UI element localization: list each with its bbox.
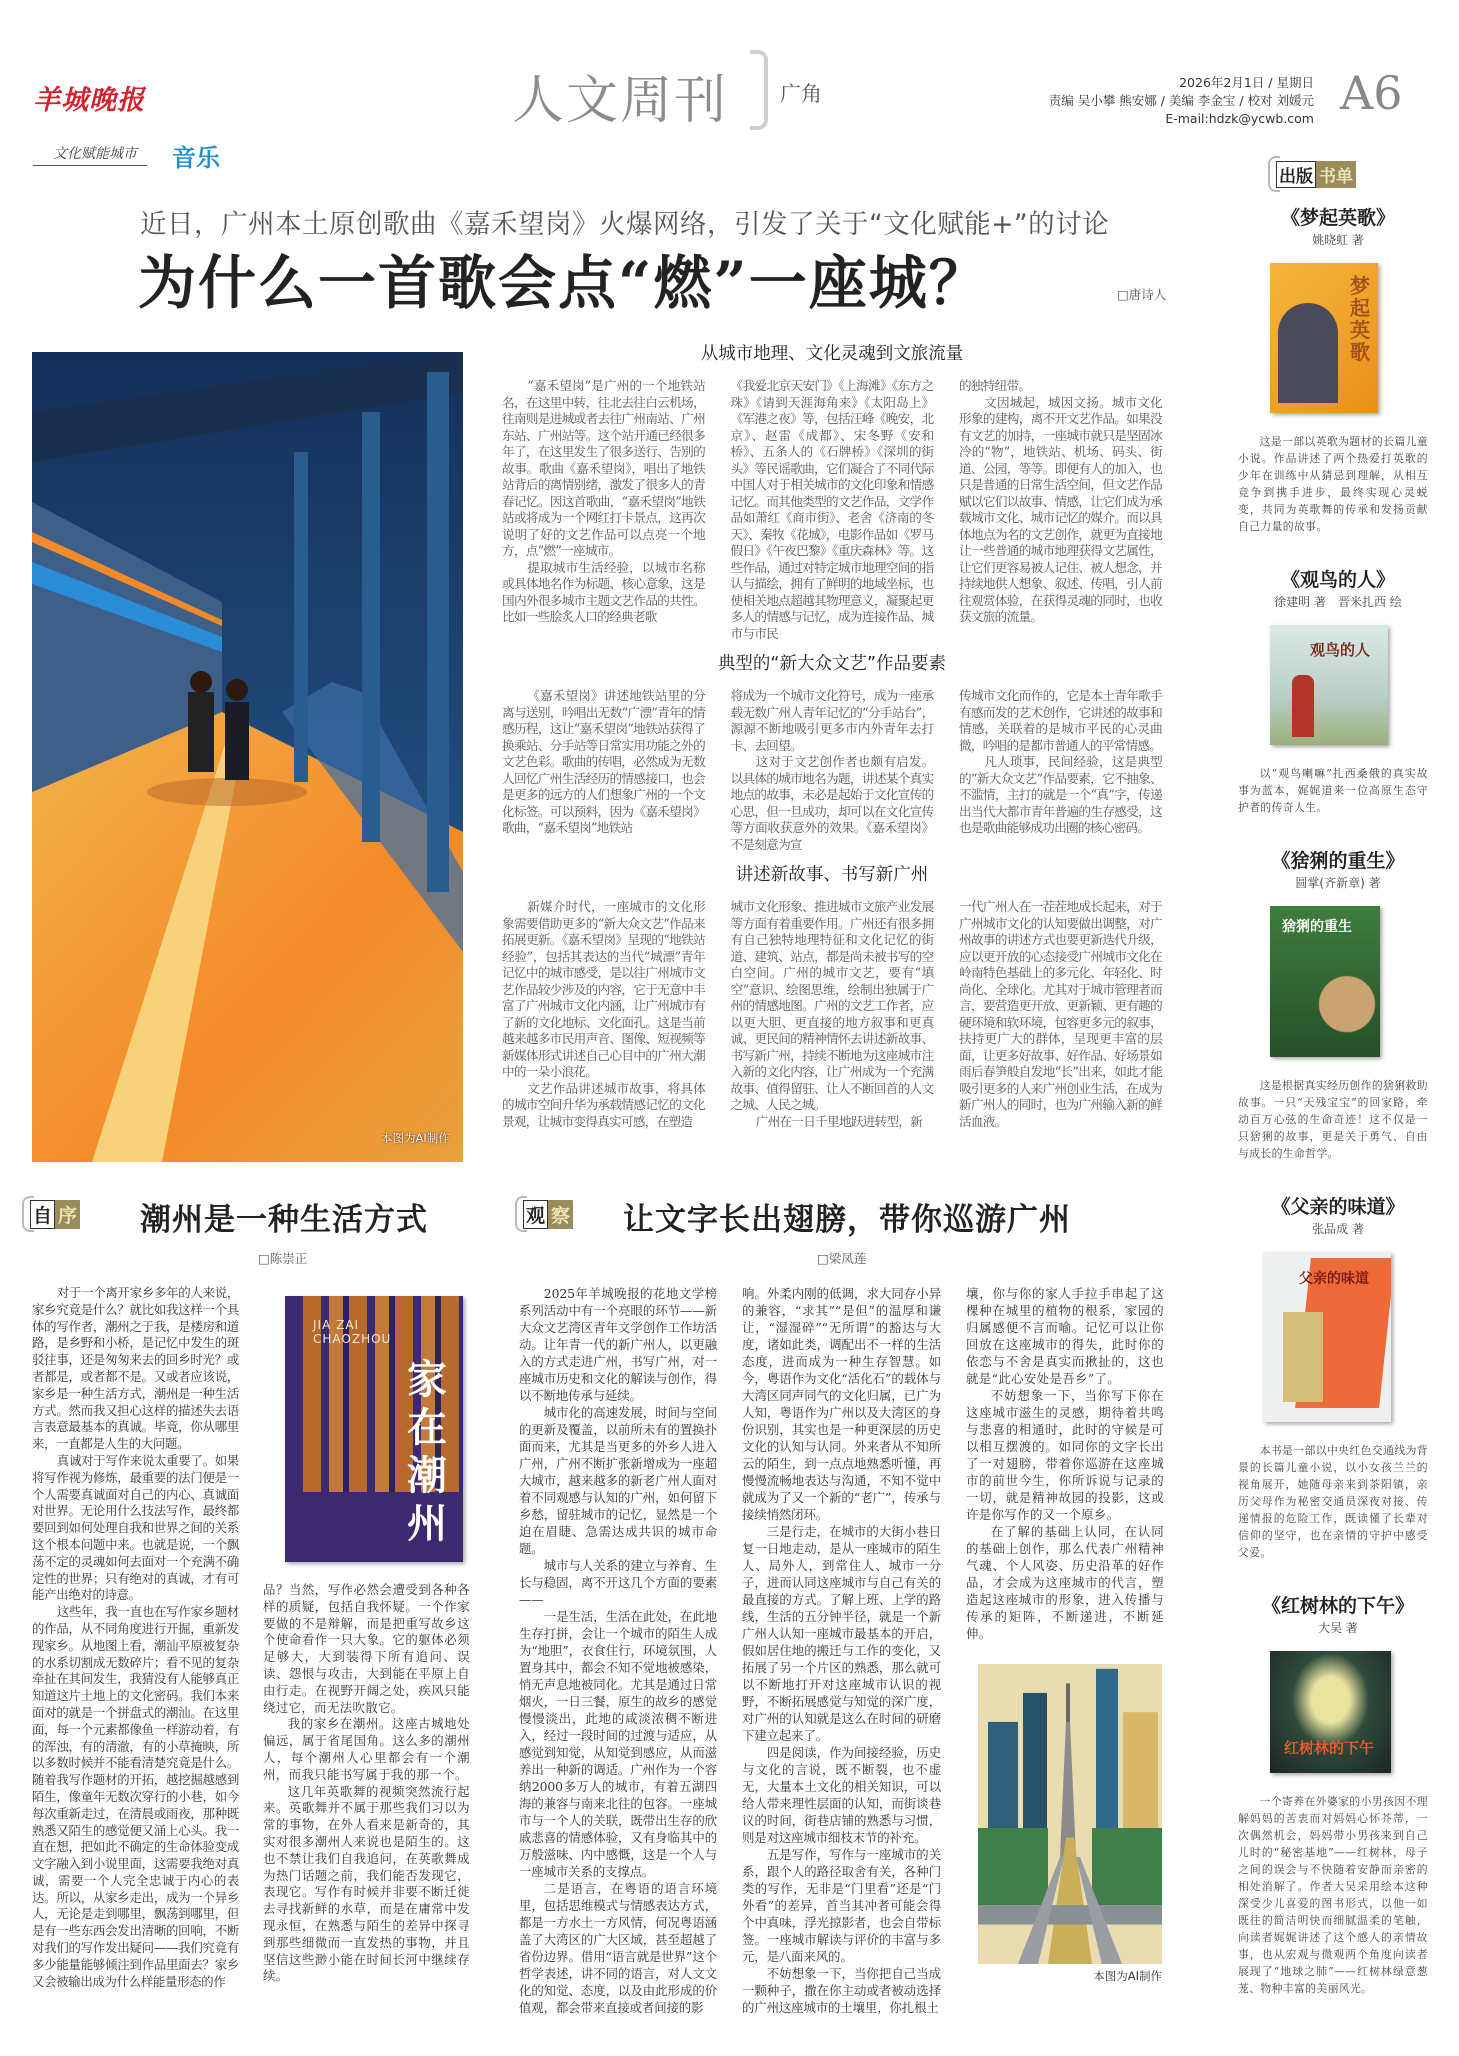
article-title: 让文字长出翅膀，带你巡游广州 bbox=[623, 1202, 1071, 1238]
paragraph: 城市与人关系的建立与养育、生长与稳固，离不开这几个方面的要素—— bbox=[519, 1558, 717, 1607]
cover-title: 猞猁的重生 bbox=[1282, 919, 1352, 935]
book-description: 这是根据真实经历创作的猞猁救助故事。一只“天残宝宝”的回家路，牵动百万心弦的生命奇迹！这不仅是一只猞猁的故事，更是关于勇气、自由与成长的生命哲学。 bbox=[1238, 1079, 1428, 1160]
paragraph: 传城市文化而作的，它是本土青年歌手有感而发的艺术创作，它讲述的故事和情感，关联着的是城市平民的心灵曲微，吟唱的是都市普通人的平常情感。 bbox=[959, 688, 1162, 753]
editors: 责编 吴小攀 熊安娜 / 美编 李金宝 / 校对 刘媛元 bbox=[1048, 93, 1314, 108]
paragraph: 这些年，我一直也在写作家乡题材的作品，从不同角度进行开掘，重新发现家乡。从地图上看，潮汕平原被复杂的水系切割成无数碎片；看不见的复杂牵扯在其间发生，我猜没有人能够真正知道这片土地上的文化密码。我们本来面对的就是一个拼盘式的潮汕。在这里面，每一个元素都像鱼一样游动着，有的浑浊，有的清澈，有的小草掩映，所以多数时候并不能看清楚究竟是什么。随着我写作题材的开拓，越挖掘越感到陌生，像童年无数次穿行的小巷，如今每次重新走过，在清晨或雨夜，那种既熟悉又陌生的感觉便又涌上心头。我一直在想，把如此不确定的生命体验变成文字融入到小说里面，这需要我绝对真诚，需要一个人完全忠诚于内心的表达。所以，从家乡走出，成为一个异乡人，无论是走到哪里，飘荡到哪里，但是有一些东西会发出清晰的回响，不断对我们的写作发出疑问——我们究竟有多少能量能够倾注到作品里面去？家乡又会被输出成为什么样能量形态的作 bbox=[32, 1604, 239, 1989]
cover-title: 红树林的下午 bbox=[1284, 1739, 1375, 1757]
article-section bbox=[502, 863, 1162, 1130]
paragraph: 《我爱北京天安门》《上海滩》《东方之珠》《请到天涯海角来》《太阳岛上》《军港之夜》等，包括汪峰《晚安，北京》、赵雷《成都》、宋冬野《安和桥》、五条人的《石牌桥》《深圳的街头》等民谣歌曲，它们凝合了不同代际中国人对于相关城市的文化印象和情感记忆。而其他类型的文艺作品，文学作品如萧红《商市街》、老舍《济南的冬天》、秦牧《花城》，电影作品如《罗马假日》《午夜巴黎》《重庆森林》等。这些作品，通过对特定城市地理空间的指认与描绘，拥有了鲜明的地域坐标，也使相关地点超越其物理意义，凝聚起更多人的情感与记忆，成为连接作品、城市与市民 bbox=[730, 378, 934, 641]
book-title: 《猞猁的重生》 bbox=[1271, 850, 1405, 872]
paragraph: 对于一个离开家乡多年的人来说，家乡究竟是什么？就比如我这样一个具体的写作者，潮州之于我，是楼房和道路，是乡野和小桥，是记忆中发生的斑驳往事，还是匆匆来去的回乡时光？或者都是，或者都不是。又或者应该说，家乡是一种生活方式，潮州是一种生活方式。然而我又担心这样的描述失去语言表意最基本的真诚。毕竟，你从哪里来，一直都是人生的大问题。 bbox=[32, 1285, 239, 1452]
book-author: 张品成 著 bbox=[1312, 1222, 1364, 1236]
cover-pinyin: JIA ZAI bbox=[313, 1318, 360, 1332]
column-topic: 音乐 bbox=[172, 144, 220, 172]
book-title: 《父亲的味道》 bbox=[1271, 1196, 1405, 1218]
article-section bbox=[502, 652, 1162, 853]
book-description: 本书是一部以中央红色交通线为背景的长篇儿童小说，以小女孩兰兰的视角展开，她随母亲来到茶阳镇，亲历父母作为秘密交通员深夜对接、传递情报的危险工作，既读懂了长辈对信仰的坚守，也在亲情的守护中感受父爱。 bbox=[1238, 1444, 1428, 1559]
paragraph: 城市文化形象、推进城市文旅产业发展等方面有着重要作用。广州还有很多拥有自己独特地理特征和文化记忆的街道、建筑、站点，都是尚未被书写的空白空间。广州的城市文艺，要有“填空”意识、绘图思维，绘制出独属于广州的情感地图。广州的文艺工作者，应以更大胆、更直接的地方叙事和更真诚、更民间的精神情怀去讲述新故事、书写新广州，持续不断地为这座城市注入新的文化内容，让广州成为一个充满故事、值得留驻、让人不断回首的人文之城、人民之城。 bbox=[730, 899, 934, 1112]
article-column bbox=[731, 378, 934, 642]
article-column bbox=[731, 688, 934, 853]
article-column-with-image bbox=[966, 1285, 1164, 1984]
book-item bbox=[1238, 1194, 1438, 1561]
paragraph: 四是阅读，作为间接经验，历史与文化的言说，既不断裂，也不虚无，大量本土文化的相关知识，可以给人带来理性层面的认知，而街谈巷议的时间，街巷店铺的熟悉与习惯，则是对这座城市细枝末节的补充。 bbox=[742, 1745, 941, 1845]
paragraph: 新媒介时代，一座城市的文化形象需要借助更多的“新大众文艺”作品来拓展更新。《嘉禾望岗》呈现的“地铁站经验”，包括其表达的当代“城漂”青年记忆中的城市感受，是以往广州城市文艺作品较少涉及的内容，它于无意中丰富了广州城市文化内涵，让广州城市有了新的文化地标、文化面孔。这是当前越来越多市民用声音、图像、短视频等新媒体形式讲述自己心目中的广州大潮中的一朵小浪花。 bbox=[502, 899, 705, 1079]
article-column bbox=[959, 899, 1162, 1130]
paragraph: 不妨想象一下，当你把自己当成一颗种子，撒在你主动或者被动选择的广州这座城市的土壤里，你扎根土 bbox=[742, 1966, 941, 2015]
booklist bbox=[1238, 205, 1438, 1997]
book-item bbox=[1238, 848, 1438, 1162]
paragraph: 2025年羊城晚报的花地文学榜系列活动中有一个亮眼的环节——新大众文艺湾区青年文学创作工作坊活动。让年青一代的新广州人，以更融入的方式走进广州，书写广州，对一座城市历史和文化的解读与创作，得以不断地传承与延续。 bbox=[519, 1286, 717, 1403]
newspaper-logo: 羊城晚报 bbox=[33, 85, 145, 116]
paragraph: 城市化的高速发展，时间与空间的更新及覆盖，以前所未有的置换扑面而来，尤其是当更多的外乡人进入广州，广州不断扩张新增成为一座超大城市，越来越多的新老广州人面对着不同观感与认知的广州，如何留下乡愁，留驻城市的记忆，显然是一个迫在眉睫、急需达成共识的城市命题。 bbox=[519, 1405, 717, 1556]
paragraph: 提取城市生活经验，以城市名称或具体地名作为标题、核心意象，这是国内外很多城市主题文艺作品的共性。比如一些脍炙人口的经典老歌 bbox=[502, 559, 705, 624]
section-title: 人文周刊 bbox=[512, 71, 729, 131]
paragraph: 凡人琐事，民间经验，这是典型的“新大众文艺”作品要素，它不抽象、不滥情，主打的就是一个“真”字，传递出当代大都市青年普遍的生存感受，这也是歌曲能够成功出圈的核心密码。 bbox=[959, 754, 1162, 835]
kicker-label: 察 bbox=[548, 1200, 573, 1229]
book-title: 《红树林的下午》 bbox=[1261, 1595, 1414, 1617]
article-column bbox=[731, 899, 934, 1130]
book-description: 一个寄养在外婆家的小男孩因不理解妈妈的苦衷而对妈妈心怀芥蒂，一次偶然机会，妈妈带小男孩来到自己儿时的“秘密基地”——红树林，母子之间的误会与不快随着安静而亲密的相处消解了。作者大吴采用绘本这种深受少儿喜爱的图书形式，以他一如既往的简洁明快而细腻温柔的笔触，向读者娓娓讲述了这个感人的亲情故事，也从宏观与微观两个角度向读者展现了“地球之肺”——红树林绿意葱茏、物种丰富的美丽风光。 bbox=[1238, 1795, 1428, 1995]
paragraph: 壤，你与你的家人手拉手串起了这棵种在城里的植物的根系，家园的归属感便不言而喻。记忆可以让你回放在这座城市的得失，此时你的依恋与不舍是真实而揪扯的，这也就是“此心安处是吾乡”了。 bbox=[966, 1286, 1164, 1386]
book-author: 姚晓虹 著 bbox=[1312, 233, 1364, 247]
book-item bbox=[1238, 567, 1438, 816]
subsection-title: 广角 bbox=[780, 82, 822, 106]
paragraph: 响。外柔内刚的低调，求大同存小异的兼容，“求其”“是但”的温厚和谦让，“湿湿碎”“无所谓”的豁达与大度，诸如此类，调配出不一样的生活态度，进而成为一种生存智慧。如今，粤语作为文化“活化石”的载体与大湾区同声同气的文化归属，已广为人知，粤语作为广州以及大湾区的身份识别，其实也是一种更深层的历史文化的认知与认同。外来者从不知所云的陌生，到一点点地熟悉听懂，再慢慢流畅地表达与沟通，不知不觉中就成为了又一个新的“老广”，传承与接续悄然闭环。 bbox=[742, 1286, 941, 1522]
paragraph: 的独特纽带。 bbox=[959, 378, 1031, 393]
cover-pinyin: CHAOZHOU bbox=[313, 1332, 392, 1346]
paragraph: 在了解的基础上认同，在认同的基础上创作，那么代表广州精神气魂、个人风姿、历史沿革的好作品，才会成为这座城市的代言，塑造起这座城市的形象，进入传播与传承的矩阵，不断递进，不断延伸。 bbox=[966, 1524, 1164, 1641]
article-column bbox=[502, 378, 705, 626]
paragraph: 将成为一个城市文化符号，成为一座承载无数广州人青年记忆的“分手站台”，源源不断地吸引更多市内外青年去打卡、去回望。 bbox=[730, 688, 934, 753]
byline: □梁凤莲 bbox=[817, 1251, 867, 1266]
email: E-mail:hdzk@ycwb.com bbox=[1165, 111, 1314, 126]
paragraph: 这对于文艺创作者也颇有启发。以具体的城市地名为题，讲述某个真实地点的故事，未必是起始于文化宣传的心思，但一旦成功，却可以在文化宣传等方面收获意外的效果。《嘉禾望岗》不是刻意为宣 bbox=[730, 754, 934, 852]
paragraph: 文艺作品讲述城市故事，将具体的城市空间升华为承载情感记忆的文化景观，让城市变得真实可感，在塑造 bbox=[502, 1080, 705, 1129]
deck: 近日，广州本土原创歌曲《嘉禾望岗》火爆网络，引发了关于“文化赋能+”的讨论 bbox=[140, 209, 1110, 240]
image-caption: 本图为AI制作 bbox=[381, 1131, 450, 1145]
book-cover bbox=[1270, 906, 1380, 1057]
paragraph: 这几年英歌舞的视频突然流行起来。英歌舞并不属于那些我们习以为常的事物，在外人看来是新奇的，其实对很多潮州人来说也是陌生的。这也不禁让我们自我追问，在英歌舞成为热门话题之前，我们能否发现它，表现它。写作有时候并非要不断迁徙去寻找新鲜的水草，而是在庸常中发现永恒，在熟悉与陌生的差异中探寻到那些细微而一直发热的事物，并且坚信这些渺小能在时间长河中继续存续。 bbox=[263, 1783, 470, 1984]
book-description: 以“观鸟喇嘛”扎西桑俄的真实故事为蓝本，娓娓道来一位高原生态守护者的传奇人生。 bbox=[1238, 767, 1428, 814]
image-caption: 本图为AI制作 bbox=[1093, 1969, 1162, 1983]
book-description: 这是一部以英歌为题材的长篇儿童小说。作品讲述了两个热爱打英歌的少年在训练中从猜忌到理解，从相互竞争到携手进步，最终实现心灵蜕变，共同为英歌舞的传承和发扬贡献自己力量的故事。 bbox=[1238, 435, 1428, 533]
bracket-decoration bbox=[750, 50, 768, 130]
kicker-label: 出版 bbox=[1276, 161, 1316, 188]
book-cover-jiazaichaozhou bbox=[285, 1296, 463, 1562]
paragraph: 三是行走，在城市的大街小巷日复一日地走动，是从一座城市的陌生人、局外人，到常住人、城市一分子，进而认同这座城市与自己有关的最直接的方式。了解上班、上学的路线，生活的五分钟半径，就是一个新广州人认知一座城市最基本的开启，假如居住地的搬迁与工作的变化，又拓展了另一个片区的熟悉，那么就可以不断地打开对这座城市认识的视野，不断拓展感觉与知觉的深广度，对广州的认知就是这么在时间的研磨下建立起来了。 bbox=[742, 1524, 941, 1743]
date: 2026年2月1日 / 星期日 bbox=[1179, 75, 1314, 90]
article-column bbox=[502, 899, 705, 1130]
article-column bbox=[742, 1285, 941, 2016]
article-column bbox=[519, 1285, 717, 2016]
subheading: 从城市地理、文化灵魂到文旅流量 bbox=[700, 344, 964, 364]
article-column bbox=[32, 1285, 239, 1990]
edition-info bbox=[1049, 74, 1314, 128]
paragraph: 《嘉禾望岗》讲述地铁站里的分离与送别，吟唱出无数“广漂”青年的情感历程，这让“嘉禾望岗”地铁站获得了换乘站、分手站等日常实用功能之外的文艺色彩。歌曲的传唱，必然成为无数人回忆广州生活经历的情感接口，也会是更多的远方的人们想象广州的一个文化标签。可以预料，因为《嘉禾望岗》歌曲，“嘉禾望岗”地铁站 bbox=[502, 688, 705, 835]
kicker-label: 序 bbox=[55, 1200, 80, 1229]
paragraph: 一是生活，生活在此处，在此地生存打拼，会让一个城市的陌生人成为“地胆”，衣食住行，环境氛围，人置身其中，都会不知不觉地被感染，悄无声息地被同化。尤其是通过日常烟火，一日三餐，原生的故乡的感觉慢慢淡出，此地的咸淡浓稠不断进入，经过一段时间的过渡与适应，从感觉到知觉，从知觉到感应，从而滋养出一种新的调适。广州作为一个容纳2000多万人的城市，有着五湖四海的兼容与南来北往的包容。一座城市与一个人的关联，既带出生存的欣戚悲喜的情感体验，又有身临其中的万般滋味、内中感慨，这是一个人与一座城市关系的支撑点。 bbox=[519, 1609, 717, 1879]
article-column bbox=[263, 1582, 470, 1985]
book-author: 大吴 著 bbox=[1318, 1621, 1358, 1635]
paragraph: “嘉禾望岗”是广州的一个地铁站名，在这里中转，往北去往白云机场，往南则是进城或者去往广州南站、广州东站、广州站等。这个站开通已经很多年了，在这里发生了很多送行、告别的故事。歌曲《嘉禾望岗》，唱出了地铁站背后的离情别绪，激发了很多人的青春记忆。因这首歌曲，“嘉禾望岗”地铁站或将成为一个网红打卡景点，这再次说明了好的文艺作品可以点亮一个地方，点“燃”一座城市。 bbox=[502, 378, 705, 558]
article-column bbox=[959, 378, 1162, 626]
article-column bbox=[966, 1285, 1164, 1642]
cover-title: 父亲的味道 bbox=[1299, 1271, 1369, 1287]
kicker-preface bbox=[22, 1196, 80, 1232]
book-cover bbox=[1263, 1252, 1391, 1422]
headline: 为什么一首歌会点“燃”一座城？ bbox=[138, 249, 989, 317]
paragraph: 不妨想象一下，当你写下你在这座城市滋生的灵感，期待着共鸣与悲喜的相通时，此时的守候是可以相互摆渡的。如同你的文字长出了一对翅膀，带着你巡游在这座城市的前世今生，你所诉说与记录的一切，就是精神故园的投影，这或许是你写作的又一个原乡。 bbox=[966, 1388, 1164, 1522]
cover-title: 观鸟的人 bbox=[1310, 641, 1371, 659]
book-title: 《观鸟的人》 bbox=[1280, 569, 1395, 591]
article-column bbox=[502, 688, 705, 837]
paragraph: 一代广州人在一茬茬地成长起来，对于广州城市文化的认知要做出调整，对广州故事的讲述方式也要更新迭代升级，应以更开放的心态接受广州城市文化在岭南特色基础上的多元化、年轻化、时尚化、全球化。尤其对于城市管理者而言，要营造更开放、更新颖、更有趣的硬环境和软环境，包容更多元的叙事，扶持更广大的群体，呈现更丰富的层面，让更多好故事、好作品、好场景如雨后春笋般自发地“长”出来，如此才能吸引更多的人来广州创业生活，在成为新广州人的同时，也为广州输入新的鲜活血液。 bbox=[959, 899, 1162, 1129]
paragraph: 真诚对于写作来说太重要了。如果将写作视为修炼，最重要的法门便是一个人需要真诚面对自己的内心、真诚面对世界。无论用什么技法写作，最终都要回到如何处理自我和世界之间的关系这个根本问题中来。也就是说，一个飘荡不定的灵魂如何去面对一个充满不确定性的世界；只有绝对的真诚，才有可能产出绝对的诗意。 bbox=[32, 1452, 239, 1603]
book-item bbox=[1238, 1593, 1438, 1997]
paragraph: 品？当然，写作必然会遭受到各种各样的质疑，包括自我怀疑。一个作家要做的不是辩解，而是把重写故乡这个使命看作一只大象。它的躯体必须足够大，大到装得下所有追问、误读、怨恨与攻击，大到能在平原上自由行走。在视野开阔之处，疾风只能绕过它，而无法吹散它。 bbox=[263, 1582, 470, 1715]
book-author: 徐建明 著 晋米扎西 绘 bbox=[1274, 595, 1402, 609]
subway-illustration bbox=[32, 352, 463, 1162]
kicker-label: 书单 bbox=[1316, 161, 1356, 188]
book-author: 圆掌(齐新章) 著 bbox=[1295, 876, 1381, 890]
byline: □陈崇正 bbox=[258, 1251, 308, 1266]
book-cover bbox=[1270, 263, 1378, 413]
subheading: 讲述新故事、书写新广州 bbox=[735, 865, 929, 885]
column-tag: 文化赋能城市 bbox=[33, 143, 147, 166]
paragraph: 我的家乡在潮州。这座古城地处偏远，属于省尾国角。这么多的潮州人，每个潮州人心里都会有一个潮州，而我只能书写属于我的那一个。 bbox=[263, 1716, 470, 1782]
book-cover bbox=[1270, 1651, 1391, 1773]
cover-title: 家在潮州 bbox=[407, 1356, 447, 1547]
kicker-label: 观 bbox=[523, 1200, 548, 1229]
article-title: 潮州是一种生活方式 bbox=[140, 1202, 428, 1238]
guangzhou-city-illustration bbox=[978, 1664, 1162, 1964]
book-title: 《梦起英歌》 bbox=[1280, 207, 1395, 229]
cover-title: 梦起英歌 bbox=[1350, 274, 1370, 364]
kicker-observe bbox=[515, 1196, 573, 1232]
book-item bbox=[1238, 205, 1438, 535]
article-column bbox=[959, 688, 1162, 837]
book-cover bbox=[1270, 625, 1388, 745]
article-section bbox=[502, 342, 1162, 642]
kicker-label: 自 bbox=[30, 1200, 55, 1229]
lead-article-body bbox=[502, 342, 1162, 1140]
paragraph: 文因城起，城因文扬。城市文化形象的建构，离不开文艺作品。如果没有文艺的加持，一座城市就只是坚固冰冷的“物”，地铁站、机场、码头、街道、公园，等等。即便有人的加入，也只是普通的日常生活空间，但文艺作品赋以它们以故事、情感，让它们成为承载城市文化、城市记忆的媒介。而以具体地点为名的文艺创作，就更为直接地让一些普通的城市地理获得文艺属性，让它们更容易被人记住、被人想念，并持续地供人想象、叙述、传唱，引人前往观赏体验，在获得灵魂的同时，也收获文旅的流量。 bbox=[959, 394, 1162, 624]
page-number: A6 bbox=[1340, 66, 1403, 120]
booklist-label bbox=[1268, 156, 1356, 192]
byline: □唐诗人 bbox=[1117, 287, 1167, 302]
subheading: 典型的“新大众文艺”作品要素 bbox=[717, 654, 947, 674]
paragraph: 广州在一日千里地跃进转型，新 bbox=[755, 1113, 923, 1129]
paragraph: 五是写作，写作与一座城市的关系，跟个人的路径取舍有关，各种门类的写作，无非是“门里看”还是“门外看”的差异，首当其冲者可能会得个中真味，浮光掠影者，也会自带标签。一座城市解读与评价的丰富与多元，是八面来风的。 bbox=[742, 1847, 941, 1964]
paragraph: 二是语言，在粤语的语言环境里，包括思维模式与情感表达方式，都是一方水土一方风情，何况粤语涵盖了大湾区的广大区域，甚至超越了省份边界。借用“语言就是世界”这个哲学表述，讲不同的语言，对人文文化的知觉、态度，以及由此形成的价值观，都会带来直接或者间接的影 bbox=[519, 1881, 717, 2015]
